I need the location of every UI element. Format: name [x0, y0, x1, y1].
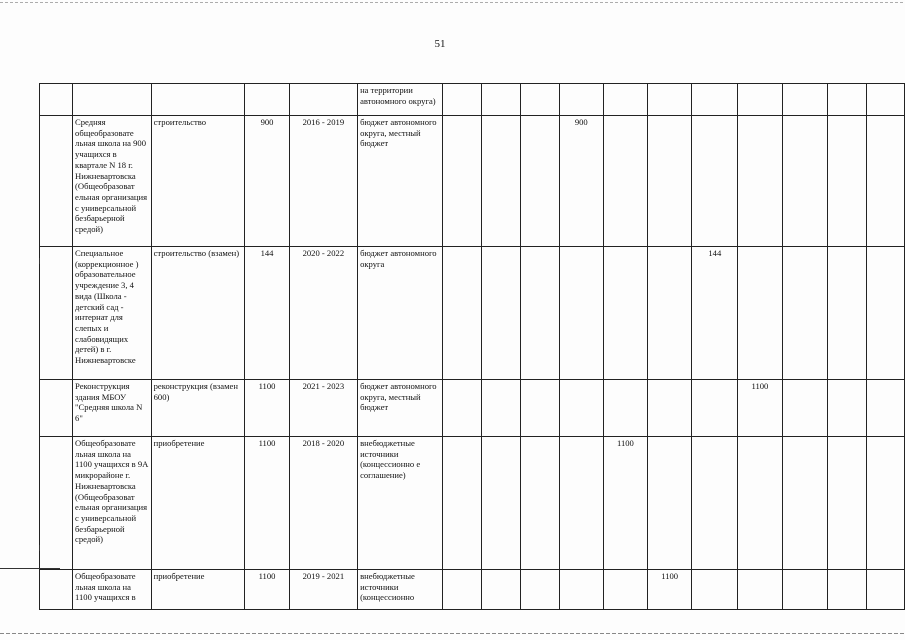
- year-value-cell: [867, 116, 905, 247]
- row-number-cell: [40, 247, 73, 380]
- year-value-cell: [867, 247, 905, 380]
- year-value-cell: [559, 84, 603, 116]
- table-row: [40, 247, 905, 380]
- year-value-cell: [482, 437, 521, 570]
- year-value-cell: [559, 437, 603, 570]
- year-value-cell: [738, 116, 782, 247]
- year-value-cell: [738, 570, 782, 610]
- object-name-cell: [73, 84, 152, 116]
- period-cell: 2021 - 2023: [289, 380, 357, 437]
- year-value-cell: [782, 116, 828, 247]
- capacity-cell: 1100: [245, 570, 289, 610]
- capacity-cell: 900: [245, 116, 289, 247]
- action-cell: строительство: [151, 116, 245, 247]
- year-value-cell: [692, 437, 738, 570]
- year-value-cell: [520, 116, 559, 247]
- year-value-cell: [520, 570, 559, 610]
- year-value-cell: [482, 247, 521, 380]
- funding-source-cell: на территории автономного округа): [358, 84, 443, 116]
- year-value-cell: [603, 116, 647, 247]
- capacity-cell: 1100: [245, 437, 289, 570]
- year-value-cell: [443, 84, 482, 116]
- capacity-cell: 144: [245, 247, 289, 380]
- year-value-cell: [828, 570, 867, 610]
- year-value-cell: [443, 380, 482, 437]
- object-name-cell: Специальное (коррекционное ) образовательное учреждение 3, 4 вида (Школа - детский сад - интернат для слепых и слабовидящих детей) в г. Нижневартовске: [73, 247, 152, 380]
- year-value-cell: [603, 380, 647, 437]
- year-value-cell: [738, 84, 782, 116]
- year-value-cell: [520, 437, 559, 570]
- data-table: [39, 83, 905, 610]
- table-row: [40, 380, 905, 437]
- row-number-cell: [40, 437, 73, 570]
- scan-edge-tick: [39, 545, 40, 551]
- year-value-cell: [867, 380, 905, 437]
- funding-source-cell: бюджет автономного округа, местный бюджет: [358, 380, 443, 437]
- year-value-cell: [443, 570, 482, 610]
- year-value-cell: [828, 437, 867, 570]
- year-value-cell: [782, 84, 828, 116]
- year-value-cell: [692, 116, 738, 247]
- year-value-cell: [559, 380, 603, 437]
- period-cell: 2018 - 2020: [289, 437, 357, 570]
- year-value-cell: [520, 380, 559, 437]
- page-number: 51: [434, 38, 446, 50]
- year-value-cell: [738, 437, 782, 570]
- year-value-cell: [738, 247, 782, 380]
- funding-source-cell: бюджет автономного округа, местный бюджет: [358, 116, 443, 247]
- table-row: [40, 570, 905, 610]
- year-value-cell: [559, 570, 603, 610]
- scan-edge-tick: [39, 258, 40, 264]
- action-cell: реконструкция (взамен 600): [151, 380, 245, 437]
- action-cell: [151, 84, 245, 116]
- table-row: [40, 116, 905, 247]
- year-value-cell: [482, 380, 521, 437]
- year-value-cell: 1100: [738, 380, 782, 437]
- scan-top-edge: [0, 2, 905, 3]
- table-row: [40, 84, 905, 116]
- row-number-cell: [40, 116, 73, 247]
- year-value-cell: [782, 247, 828, 380]
- year-value-cell: [782, 437, 828, 570]
- period-cell: 2016 - 2019: [289, 116, 357, 247]
- year-value-cell: [482, 116, 521, 247]
- year-value-cell: [603, 84, 647, 116]
- year-value-cell: [520, 247, 559, 380]
- year-value-cell: [648, 437, 692, 570]
- capacity-cell: [245, 84, 289, 116]
- year-value-cell: [828, 247, 867, 380]
- object-name-cell: Общеобразовате льная школа на 1100 учащихся в: [73, 570, 152, 610]
- action-cell: строительство (взамен): [151, 247, 245, 380]
- period-cell: 2019 - 2021: [289, 570, 357, 610]
- year-value-cell: 900: [559, 116, 603, 247]
- year-value-cell: 1100: [603, 437, 647, 570]
- year-value-cell: [603, 247, 647, 380]
- year-value-cell: [648, 84, 692, 116]
- year-value-cell: [782, 570, 828, 610]
- year-value-cell: [692, 380, 738, 437]
- year-value-cell: [828, 116, 867, 247]
- object-name-cell: Реконструкция здания МБОУ "Средняя школа N 6": [73, 380, 152, 437]
- capacity-cell: 1100: [245, 380, 289, 437]
- year-value-cell: 1100: [648, 570, 692, 610]
- funding-source-cell: внебюджетные источники (концессионно: [358, 570, 443, 610]
- year-value-cell: [648, 247, 692, 380]
- scan-edge-mark: [0, 568, 60, 569]
- year-value-cell: [443, 437, 482, 570]
- year-value-cell: [782, 380, 828, 437]
- year-value-cell: [828, 380, 867, 437]
- year-value-cell: [520, 84, 559, 116]
- year-value-cell: 144: [692, 247, 738, 380]
- year-value-cell: [648, 116, 692, 247]
- year-value-cell: [443, 247, 482, 380]
- funding-source-cell: внебюджетные источники (концессионно е соглашение): [358, 437, 443, 570]
- year-value-cell: [559, 247, 603, 380]
- year-value-cell: [482, 570, 521, 610]
- row-number-cell: [40, 570, 73, 610]
- period-cell: 2020 - 2022: [289, 247, 357, 380]
- year-value-cell: [482, 84, 521, 116]
- object-name-cell: Средняя общеобразовате льная школа на 900 учащихся в квартале N 18 г. Нижневартовска (Общеобразоват ельная организация с универсальной безбарьерной средой): [73, 116, 152, 247]
- table-row: [40, 437, 905, 570]
- year-value-cell: [867, 437, 905, 570]
- year-value-cell: [692, 570, 738, 610]
- year-value-cell: [692, 84, 738, 116]
- year-value-cell: [603, 570, 647, 610]
- year-value-cell: [828, 84, 867, 116]
- action-cell: приобретение: [151, 570, 245, 610]
- scan-bottom-edge: [0, 633, 905, 634]
- action-cell: приобретение: [151, 437, 245, 570]
- object-name-cell: Общеобразовате льная школа на 1100 учащихся в 9А микрорайоне г. Нижневартовска (Общеобразоват ельная организация с универсальной безбарьерной средой): [73, 437, 152, 570]
- funding-source-cell: бюджет автономного округа: [358, 247, 443, 380]
- period-cell: [289, 84, 357, 116]
- year-value-cell: [867, 570, 905, 610]
- year-value-cell: [648, 380, 692, 437]
- row-number-cell: [40, 84, 73, 116]
- year-value-cell: [867, 84, 905, 116]
- row-number-cell: [40, 380, 73, 437]
- year-value-cell: [443, 116, 482, 247]
